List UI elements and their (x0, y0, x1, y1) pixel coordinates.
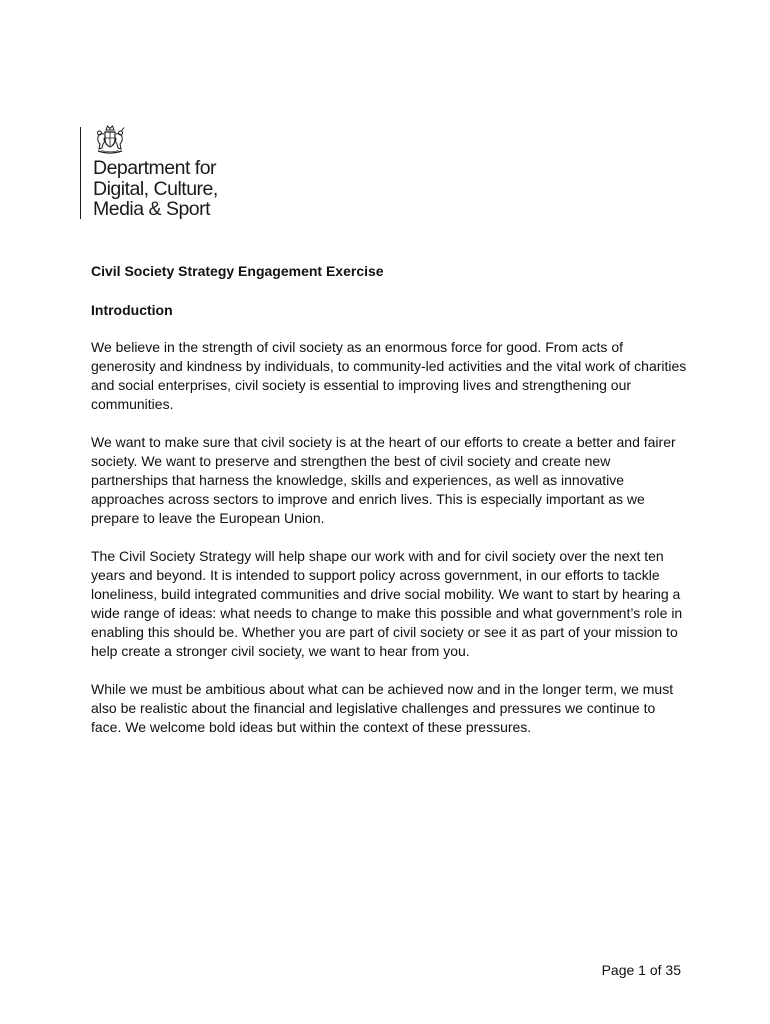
body-paragraph: We believe in the strength of civil society as an enormous force for good. From acts of generosity and kindness by individuals, to community-led activities and the vital work of charities and social enterprises, civil society is essential to improving lives and strengthening our communities. (91, 339, 687, 412)
organisation-name-line: Digital, Culture, (93, 177, 218, 200)
document-title: Civil Society Strategy Engagement Exercise (91, 263, 384, 279)
royal-coat-of-arms-icon (92, 124, 128, 155)
section-heading: Introduction (91, 302, 173, 318)
body-paragraph: We want to make sure that civil society is at the heart of our efforts to create a better and fairer society. We want to preserve and strengthen the best of civil society and create new partnerships that harness the knowledge, skills and experiences, as well as innovative approaches across sectors to improve and enrich lives. This is especially important as we prepare to leave the European Union. (91, 434, 676, 526)
body-paragraph: The Civil Society Strategy will help shape our work with and for civil society over the next ten years and beyond. It is intended to support policy across government, in our efforts to tackle loneliness, build integrated communities and drive social mobility. We want to start by hearing a wide range of ideas: what needs to change to make this possible and what government’s role in enabling this should be. Whether you are part of civil society or see it as part of your mission to help create a stronger civil society, we want to hear from you. (91, 548, 683, 659)
organisation-name-line: Media & Sport (93, 198, 211, 220)
department-logo (80, 124, 280, 220)
document-body (91, 262, 689, 756)
organisation-name-line: Department for (93, 157, 217, 179)
body-paragraph: While we must be ambitious about what can be achieved now and in the longer term, we must also be realistic about the financial and legislative challenges and pressures we continue to face. We welcome bold ideas but within the context of these pressures. (91, 681, 674, 735)
logo-divider (80, 127, 81, 219)
page-number: Page 1 of 35 (601, 962, 681, 978)
organisation-name (93, 158, 273, 220)
